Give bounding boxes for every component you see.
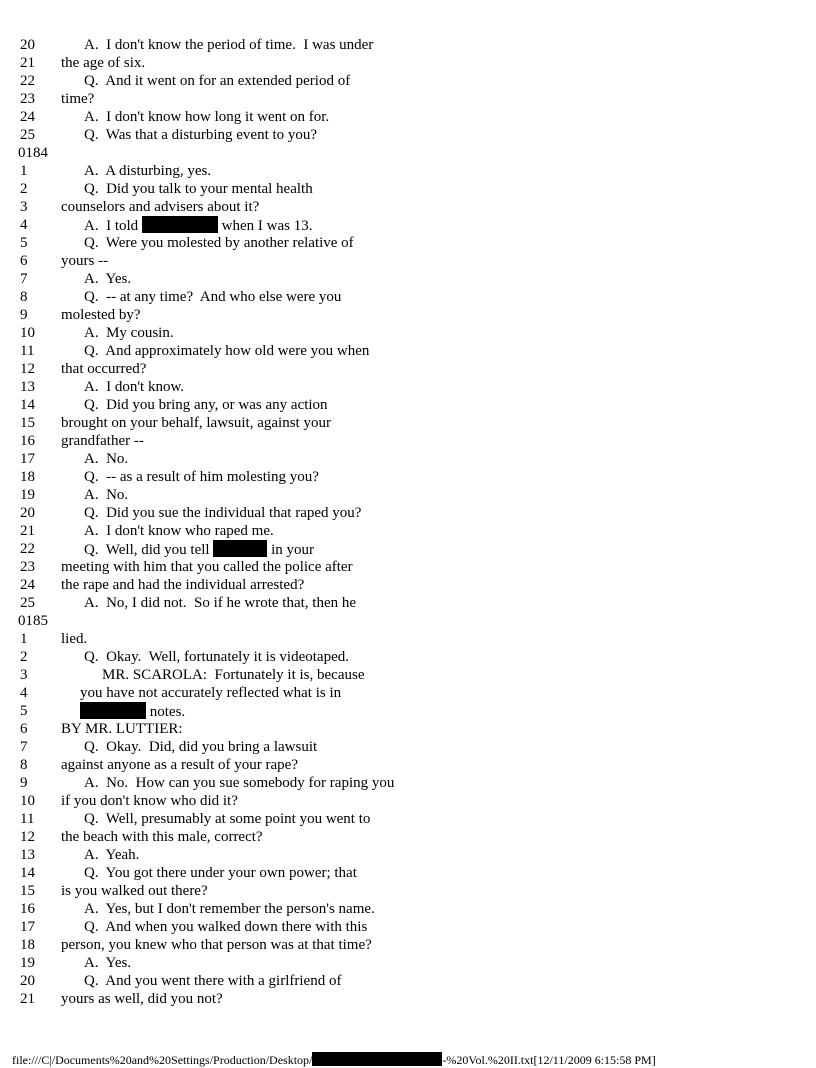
- line-text: [84, 954, 131, 972]
- transcript-line: [0, 468, 816, 486]
- line-number: 12: [20, 829, 35, 845]
- transcript-line: [0, 540, 816, 558]
- transcript-line: [0, 108, 816, 126]
- line-number: 2: [20, 649, 28, 665]
- transcript-line: [0, 684, 816, 702]
- transcript-line: [0, 450, 816, 468]
- line-text-segment: if you don't know who did it?: [61, 793, 238, 809]
- line-text-segment: is you walked out there?: [61, 883, 208, 899]
- line-number: 14: [20, 865, 35, 881]
- line-number: 11: [20, 343, 35, 359]
- line-number: 23: [20, 559, 35, 575]
- redaction-block: [142, 216, 218, 233]
- line-text: [84, 396, 328, 414]
- line-text: [61, 198, 259, 216]
- line-number: 9: [20, 307, 28, 323]
- line-number: 19: [20, 487, 35, 503]
- line-text: [84, 504, 361, 522]
- line-number: 7: [20, 739, 28, 755]
- line-number: 20: [20, 973, 35, 989]
- line-text-segment: BY MR. LUTTIER:: [61, 721, 183, 737]
- line-text: [61, 990, 223, 1008]
- line-text: [84, 486, 128, 504]
- line-text: [84, 270, 131, 288]
- line-text-segment: grandfather --: [61, 433, 144, 449]
- transcript-line: [0, 252, 816, 270]
- line-text-segment: brought on your behalf, lawsuit, against your: [61, 415, 331, 431]
- line-text: [84, 216, 313, 235]
- line-text-segment: Q. -- as a result of him molesting you?: [84, 469, 319, 485]
- line-text: [84, 918, 367, 936]
- line-text-segment: A. Yes.: [84, 955, 132, 971]
- line-text-segment: Q. Did you bring any, or was any action: [84, 397, 328, 413]
- transcript-line: [0, 36, 816, 54]
- line-number: 13: [20, 847, 35, 863]
- line-text-segment: molested by?: [61, 307, 141, 323]
- line-text: [84, 450, 128, 468]
- transcript-line: [0, 954, 816, 972]
- line-text-segment: meeting with him that you called the police after: [61, 559, 353, 575]
- line-text-segment: Q. Was that a disturbing event to you?: [84, 127, 318, 143]
- line-text-segment: A. No. How can you sue somebody for raping you: [84, 775, 395, 791]
- line-number: 22: [20, 73, 35, 89]
- line-text: [61, 90, 94, 108]
- line-number: 6: [20, 253, 28, 269]
- line-text: [61, 576, 304, 594]
- line-text: [84, 864, 357, 882]
- line-text: [84, 108, 329, 126]
- transcript-line: [0, 702, 816, 720]
- line-number: 21: [20, 991, 35, 1007]
- line-text: [84, 126, 317, 144]
- line-text: [84, 810, 370, 828]
- page-number: [0, 144, 816, 162]
- line-text-segment: against anyone as a result of your rape?: [61, 757, 298, 773]
- line-number: 12: [20, 361, 35, 377]
- line-number: 1: [20, 163, 28, 179]
- line-text: [61, 828, 263, 846]
- line-text-segment: A. I don't know.: [84, 379, 185, 395]
- line-number: 20: [20, 37, 35, 53]
- line-number: 24: [20, 109, 35, 125]
- line-number: 3: [20, 667, 28, 683]
- transcript-line: [0, 828, 816, 846]
- page-number: [0, 612, 816, 630]
- line-text: [61, 558, 353, 576]
- line-text: [84, 234, 354, 252]
- line-number: 18: [20, 937, 35, 953]
- line-text: [84, 180, 313, 198]
- line-number: 21: [20, 523, 35, 539]
- line-text-segment: counselors and advisers about it?: [61, 199, 260, 215]
- line-text: [84, 972, 341, 990]
- line-text-segment: the beach with this male, correct?: [61, 829, 263, 845]
- line-text-segment: A. I don't know how long it went on for.: [84, 109, 330, 125]
- line-text-segment: lied.: [61, 631, 88, 647]
- line-text-segment: Q. And you went there with a girlfriend of: [84, 973, 342, 989]
- line-text: [84, 72, 350, 90]
- transcript-line: [0, 126, 816, 144]
- line-text-segment: when I was 13.: [217, 218, 313, 234]
- footer-path-suffix: -%20Vol.%20II.txt[12/11/2009 6:15:58 PM]: [442, 1053, 656, 1067]
- line-number: 1: [20, 631, 28, 647]
- line-number: 5: [20, 703, 28, 719]
- line-number: 10: [20, 325, 35, 341]
- line-text: [61, 54, 145, 72]
- line-text-segment: Q. Were you molested by another relative of: [84, 235, 354, 251]
- line-text-segment: A. No.: [84, 487, 129, 503]
- redaction-block: [312, 1052, 442, 1066]
- line-text-segment: A. No, I did not. So if he wrote that, then he: [84, 595, 357, 611]
- line-text-segment: Q. And when you walked down there with this: [84, 919, 368, 935]
- line-text-segment: Q. -- at any time? And who else were you: [84, 289, 342, 305]
- transcript-line: [0, 342, 816, 360]
- line-text: [84, 774, 394, 792]
- line-number: 16: [20, 433, 35, 449]
- line-text: [61, 360, 146, 378]
- line-text-segment: Q. Okay. Did, did you bring a lawsuit: [84, 739, 318, 755]
- line-text-segment: you have not accurately reflected what is in: [80, 685, 342, 701]
- line-number: 19: [20, 955, 35, 971]
- transcript-line: [0, 54, 816, 72]
- line-number: 15: [20, 415, 35, 431]
- line-number: 16: [20, 901, 35, 917]
- line-text: [84, 522, 274, 540]
- transcript-line: [0, 900, 816, 918]
- line-number: 24: [20, 577, 35, 593]
- line-number: 23: [20, 91, 35, 107]
- line-number: 2: [20, 181, 28, 197]
- line-number: 21: [20, 55, 35, 71]
- transcript-line: [0, 414, 816, 432]
- line-text-segment: time?: [61, 91, 95, 107]
- transcript-line: [0, 180, 816, 198]
- line-text: [80, 702, 185, 721]
- line-number: 3: [20, 199, 28, 215]
- line-text: [61, 720, 183, 738]
- line-number: 13: [20, 379, 35, 395]
- line-text: [61, 432, 144, 450]
- line-number: 11: [20, 811, 35, 827]
- line-text-segment: A. I don't know who raped me.: [84, 523, 274, 539]
- transcript-line: [0, 288, 816, 306]
- line-text: [61, 252, 108, 270]
- line-text-segment: that occurred?: [61, 361, 147, 377]
- line-text: [84, 162, 211, 180]
- line-number: 9: [20, 775, 28, 791]
- line-number: 22: [20, 541, 35, 557]
- transcript-line: [0, 72, 816, 90]
- line-number: 4: [20, 685, 28, 701]
- transcript-line: [0, 486, 816, 504]
- line-text: [84, 342, 369, 360]
- line-text: [80, 684, 341, 702]
- line-number: 4: [20, 217, 28, 233]
- transcript-line: [0, 630, 816, 648]
- transcript-line: [0, 810, 816, 828]
- transcript-line: [0, 666, 816, 684]
- line-text-segment: A. I told: [84, 218, 142, 234]
- line-number: 14: [20, 397, 35, 413]
- line-text: [61, 882, 208, 900]
- transcript-line: [0, 882, 816, 900]
- line-text-segment: A. Yes.: [84, 271, 132, 287]
- line-text: [61, 306, 141, 324]
- line-text: [84, 900, 375, 918]
- transcript-line: [0, 378, 816, 396]
- line-number: 5: [20, 235, 28, 251]
- line-number: 17: [20, 919, 35, 935]
- page-number-text: 0185: [18, 613, 48, 629]
- line-text-segment: A. Yes, but I don't remember the person's name.: [84, 901, 375, 917]
- redaction-block: [80, 702, 146, 719]
- transcript-line: [0, 990, 816, 1008]
- line-number: 25: [20, 127, 35, 143]
- line-number: 6: [20, 721, 28, 737]
- transcript-line: [0, 756, 816, 774]
- line-text: [61, 630, 87, 648]
- transcript-line: [0, 846, 816, 864]
- file-path-footer: [6, 1036, 656, 1068]
- line-text: [102, 666, 365, 684]
- line-text-segment: the rape and had the individual arrested?: [61, 577, 305, 593]
- page-number-text: 0184: [18, 145, 48, 161]
- line-text: [61, 792, 238, 810]
- transcript-line: [0, 360, 816, 378]
- transcript-line: [0, 738, 816, 756]
- transcript-line: [0, 972, 816, 990]
- transcript-line: [0, 594, 816, 612]
- line-text-segment: the age of six.: [61, 55, 146, 71]
- line-text: [84, 468, 319, 486]
- line-text-segment: MR. SCAROLA: Fortunately it is, because: [102, 667, 365, 683]
- line-text-segment: Q. Did you sue the individual that raped you?: [84, 505, 362, 521]
- line-number: 20: [20, 505, 35, 521]
- transcript-line: [0, 648, 816, 666]
- transcript-line: [0, 396, 816, 414]
- transcript-page: [0, 36, 816, 1008]
- line-number: 17: [20, 451, 35, 467]
- line-text: [84, 594, 356, 612]
- line-text-segment: Q. And approximately how old were you when: [84, 343, 370, 359]
- line-text: [61, 756, 298, 774]
- line-text-segment: A. A disturbing, yes.: [84, 163, 212, 179]
- line-text-segment: yours --: [61, 253, 109, 269]
- transcript-line: [0, 720, 816, 738]
- line-text-segment: A. My cousin.: [84, 325, 174, 341]
- transcript-line: [0, 270, 816, 288]
- line-text-segment: A. I don't know the period of time. I was under: [84, 37, 374, 53]
- line-text: [84, 288, 341, 306]
- line-number: 25: [20, 595, 35, 611]
- line-text: [84, 648, 349, 666]
- line-number: 10: [20, 793, 35, 809]
- transcript-line: [0, 792, 816, 810]
- line-text-segment: Q. Okay. Well, fortunately it is videotaped.: [84, 649, 349, 665]
- line-text: [84, 324, 174, 342]
- line-text-segment: Q. Well, did you tell: [84, 542, 214, 558]
- footer-path-prefix: file:///C|/Documents%20and%20Settings/Production/Desktop/: [12, 1053, 313, 1067]
- redaction-block: [213, 540, 267, 557]
- transcript-line: [0, 522, 816, 540]
- line-text: [84, 738, 317, 756]
- line-text: [84, 378, 184, 396]
- line-number: 18: [20, 469, 35, 485]
- transcript-line: [0, 576, 816, 594]
- transcript-line: [0, 216, 816, 234]
- line-text: [84, 846, 139, 864]
- transcript-line: [0, 558, 816, 576]
- line-number: 8: [20, 289, 28, 305]
- transcript-line: [0, 504, 816, 522]
- line-text-segment: Q. Did you talk to your mental health: [84, 181, 313, 197]
- line-text-segment: notes.: [146, 704, 186, 720]
- transcript-line: [0, 324, 816, 342]
- transcript-line: [0, 162, 816, 180]
- line-text-segment: A. No.: [84, 451, 129, 467]
- line-number: 15: [20, 883, 35, 899]
- line-text: [84, 540, 314, 559]
- line-text-segment: Q. And it went on for an extended period of: [84, 73, 351, 89]
- transcript-line: [0, 864, 816, 882]
- transcript-line: [0, 432, 816, 450]
- line-text: [84, 36, 373, 54]
- line-text-segment: A. Yeah.: [84, 847, 140, 863]
- line-text-segment: Q. You got there under your own power; that: [84, 865, 357, 881]
- transcript-line: [0, 918, 816, 936]
- transcript-line: [0, 90, 816, 108]
- line-text-segment: Q. Well, presumably at some point you went to: [84, 811, 371, 827]
- line-number: 8: [20, 757, 28, 773]
- line-text-segment: person, you knew who that person was at that time?: [61, 937, 372, 953]
- transcript-line: [0, 774, 816, 792]
- line-text-segment: yours as well, did you not?: [61, 991, 223, 1007]
- line-text: [61, 936, 372, 954]
- transcript-line: [0, 306, 816, 324]
- line-text-segment: in your: [267, 542, 315, 558]
- line-number: 7: [20, 271, 28, 287]
- transcript-line: [0, 936, 816, 954]
- transcript-line: [0, 198, 816, 216]
- line-text: [61, 414, 331, 432]
- transcript-line: [0, 234, 816, 252]
